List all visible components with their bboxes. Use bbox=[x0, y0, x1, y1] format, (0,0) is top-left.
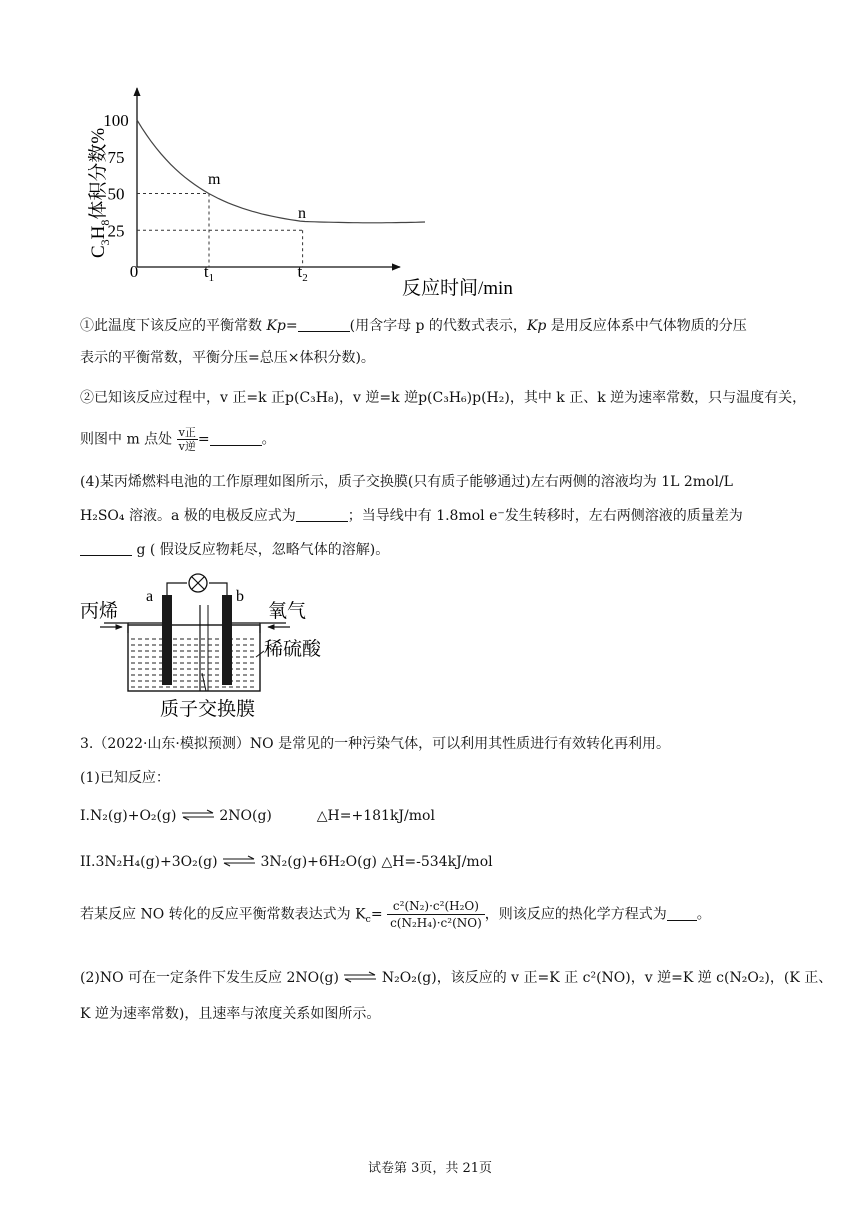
y-tick-label: 50 bbox=[107, 184, 125, 204]
rate-question-line2: 则图中 m 点处 $\frac{\text{v正}}{\text{v逆}}$ = 。 bbox=[80, 426, 276, 453]
y-tick-label: 100 bbox=[103, 111, 129, 130]
bulb-icon bbox=[189, 574, 207, 592]
kc-fraction: $\frac{\text{c²(N₂)·c²(H₂O)}}{\text{c(N₂H₄)·c²(NO)}}$ bbox=[387, 898, 485, 931]
equilibrium-arrow-icon bbox=[222, 855, 256, 867]
label-propylene: 丙烯 bbox=[80, 601, 119, 622]
answer-blank-kp[interactable] bbox=[298, 317, 350, 332]
point-label-n: n bbox=[298, 205, 306, 222]
electrode-b bbox=[222, 595, 232, 685]
fraction-curve bbox=[137, 120, 425, 223]
x-axis-label: 反应时间/min bbox=[402, 278, 513, 299]
rate-ratio-fraction: $\frac{\text{v正}}{\text{v逆}}$ bbox=[178, 426, 196, 453]
label-oxygen: 氧气 bbox=[268, 601, 307, 622]
answer-blank-mass[interactable] bbox=[80, 541, 132, 556]
external-wire bbox=[167, 583, 187, 595]
y-tick-label: 25 bbox=[107, 221, 125, 241]
q4-line2: H₂SO₄ 溶液。a 极的电极反应式为 ；当导线中有 1.8mol e⁻发生转移时，左右两侧溶液的质量差为 bbox=[80, 508, 743, 524]
q3-part2-line1: (2)NO 可在一定条件下发生反应 2NO(g) N₂O₂(g)，该反应的 v 正=K 正 c²(NO)，v 逆=K 逆 c(N₂O₂)，(K 正、 bbox=[80, 970, 833, 986]
kp-question-line2: 表示的平衡常数，平衡分压=总压×体积分数)。 bbox=[80, 350, 375, 366]
reaction-2: II.3N₂H₄(g)+3O₂(g) 3N₂(g)+6H₂O(g) △H=-534kJ/mol bbox=[80, 854, 493, 870]
label-membrane: 质子交换膜 bbox=[160, 699, 256, 720]
q3-part2-line2: K 逆为速率常数)，且速率与浓度关系如图所示。 bbox=[80, 1006, 381, 1022]
electrode-a bbox=[162, 595, 172, 685]
q3-part1-heading: (1)已知反应： bbox=[80, 770, 170, 786]
answer-blank-ratio[interactable] bbox=[210, 431, 262, 446]
label-electrode-b: b bbox=[236, 588, 244, 605]
label-electrode-a: a bbox=[146, 588, 154, 605]
point-label-m: m bbox=[208, 171, 221, 188]
rate-question-line1: ②已知该反应过程中，v 正=k 正p(C₃H₈)，v 逆=k 逆p(C₃H₆)p(H₂)，其中 k 正、k 逆为速率常数，只与温度有关， bbox=[80, 390, 807, 406]
q3-title: 3.（2022·山东·模拟预测）NO 是常见的一种污染气体，可以利用其性质进行有效转化再利用。 bbox=[80, 736, 671, 752]
q4-line3: g ( 假设反应物耗尽，忽略气体的溶解)。 bbox=[80, 540, 780, 560]
q4-line1: (4)某丙烯燃料电池的工作原理如图所示，质子交换膜(只有质子能够通过)左右两侧的溶液均为 1L 2mol/L bbox=[80, 474, 733, 490]
label-sulfuric-acid: 稀硫酸 bbox=[264, 639, 322, 660]
answer-blank-electrode[interactable] bbox=[296, 507, 348, 522]
y-axis-label bbox=[87, 128, 112, 258]
kp-question-line1: ①此温度下该反应的平衡常数 Kp= (用含字母 p 的代数式表示，Kp 是用反应体系中气体物质的分压 bbox=[80, 318, 747, 334]
kc-expression-line: 若某反应 NO 转化的反应平衡常数表达式为 $K_c=$ $\frac{\text{c²(N₂)·c²(H₂O)}}{\text{c(N₂H₄)·c²(NO)}}$ ，则该反应的热化学方程式为 。 bbox=[80, 899, 711, 930]
x-tick-label: 0 bbox=[129, 262, 139, 281]
c3h8-fraction-chart bbox=[80, 80, 540, 300]
equilibrium-arrow-icon bbox=[181, 809, 215, 821]
y-tick-label: 75 bbox=[107, 147, 125, 167]
answer-blank-thermo-eq[interactable] bbox=[667, 906, 697, 921]
electrolyte-solution bbox=[131, 639, 257, 687]
equilibrium-arrow-icon bbox=[343, 971, 377, 983]
page-footer: 试卷第 3页，共 21页 bbox=[367, 1161, 493, 1176]
fuel-cell-diagram bbox=[78, 565, 358, 725]
x-tick-label: $t_1$ bbox=[203, 262, 215, 284]
svg-text:C3H8体积分数%: $C_3H_8$体积分数% bbox=[88, 127, 112, 258]
x-tick-label: $t_2$ bbox=[297, 262, 308, 284]
reaction-1: I.N₂(g)+O₂(g) 2NO(g) △H=+181kJ/mol bbox=[80, 808, 435, 824]
